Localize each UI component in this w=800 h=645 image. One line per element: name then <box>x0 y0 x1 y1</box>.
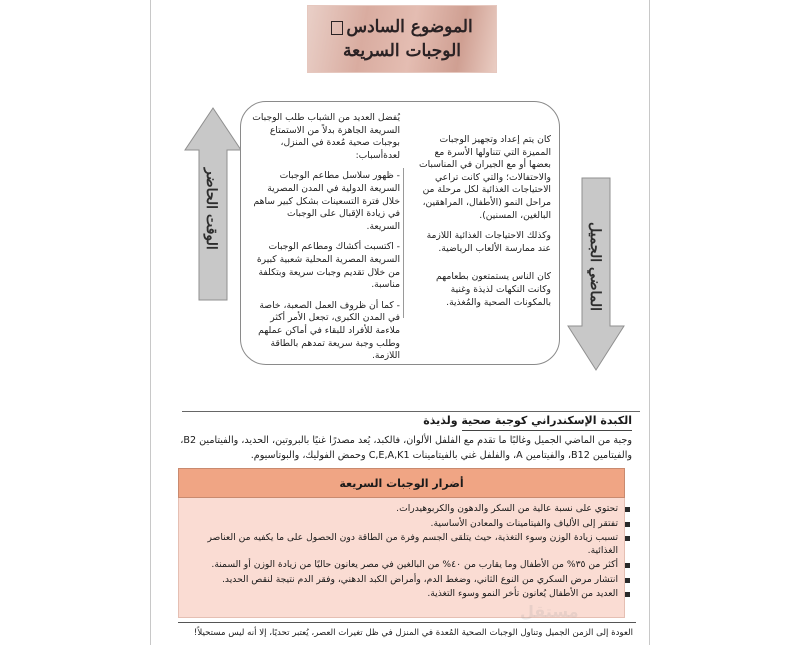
list-item: العديد من الأطفال يُعانون تأخر النمو وسوء التغذية. <box>190 588 618 601</box>
present-paragraph: - اكتسبت أكشاك ومطاعم الوجبات السريعة المصرية المحلية شعبية كبيرة من خلال تقديم وجبات سريعة وبتكلفة مناسبة. <box>256 241 400 291</box>
list-item: تحتوي على نسبة عالية من السكر والدهون والكربوهيدرات. <box>190 503 618 516</box>
watermark: مستقل <box>520 602 579 621</box>
past-paragraph: وكذلك الاحتياجات الغذائية اللازمة عند ممارسة الألعاب الرياضية. <box>426 230 551 254</box>
harms-header: أضرار الوجبات السريعة <box>178 468 625 498</box>
column-divider <box>403 168 404 318</box>
list-item: تسبب زيادة الوزن وسوء التغذية، حيث يتلقى الجسم وفرة من الطاقة دون الحصول على ما يكفيه من العناصر الغذائية. <box>190 532 618 557</box>
present-label: الوقت الحاضر <box>203 168 219 250</box>
footer-note: العودة إلى الزمن الجميل وتناول الوجبات الصحية المُعدة في المنزل في ظل تغيرات العصر، يُعتبر تحديًا، إلا أنه ليس مستحيلاً! <box>193 628 633 638</box>
present-paragraph: - ظهور سلاسل مطاعم الوجبات السريعة الدولية في المدن المصرية خلال فترة التسعينات بشكل كبير ساهم في زيادة الإقبال على الوجبات السريعة. <box>253 170 400 232</box>
past-paragraph: كان يتم إعداد وتجهيز الوجبات المميزة التي تتناولها الأسرة مع بعضها أو مع الجيران في المناسبات والاحتفالات؛ والتي كانت تراعي الاحتياجات الغذائية لكل مرحلة من مراحل النمو (الأطفال، المراهقين، البالغين، المسنين). <box>418 134 551 221</box>
present-column <box>252 112 400 371</box>
list-item: أكثر من ٣٥% من الأطفال وما يقارب من ٤٠% من البالغين في مصر يعانون حاليًا من زيادة الوزن أو السمنة. <box>190 559 618 572</box>
present-paragraph: يُفضل العديد من الشباب طلب الوجبات السريعة الجاهزة بدلاً من الاستمتاع بوجبات صحية مُعدة في المنزل، لعدةأسباب: <box>252 112 400 161</box>
past-label: الماضي الجميل <box>587 222 603 312</box>
present-paragraph: - كما أن ظروف العمل الصعبة، خاصة في المدن الكبرى، تجعل الأمر أكثر ملاءمة للأفراد للبقاء في أماكن عملهم وطلب وجبة سريعة تمدهم بالطاقة اللازمة. <box>258 299 400 362</box>
past-paragraph: كان الناس يستمتعون بطعامهم وكانت النكهات لذيذة وغنية بالمكونات الصحية والمُغذية. <box>436 271 551 308</box>
list-item: تفتقر إلى الألياف والفيتامينات والمعادن الأساسية. <box>190 518 618 531</box>
harms-list <box>190 503 632 603</box>
liver-heading: الكبدة الإسكندراني كوجبة صحية ولذيذة <box>423 414 632 427</box>
footer-divider <box>178 622 636 623</box>
topic-number: الموضوع السادس <box>331 15 472 39</box>
list-item: انتشار مرض السكري من النوع الثاني، وضغط الدم، وأمراض الكبد الدهني، وفقر الدم نتيجة لنقص الحديد. <box>190 574 618 587</box>
title-banner <box>307 5 497 73</box>
past-column <box>413 134 551 317</box>
checkbox-icon <box>331 21 343 35</box>
section-divider <box>182 411 640 412</box>
liver-description: وجبة من الماضي الجميل وغالبًا ما تقدم مع الفلفل الألوان، فالكبد، يُعد مصدرًا غنيًا بالبروتين، الحديد، والفيتامين B2، والفيتامين B12، والفيتامين A، والفلفل غني بالفيتامينات C,E,A,K1 وحمض الفوليك، والبوتاسيوم. <box>180 435 632 461</box>
page-title: الوجبات السريعة <box>343 41 461 61</box>
heading-underline <box>462 430 632 431</box>
